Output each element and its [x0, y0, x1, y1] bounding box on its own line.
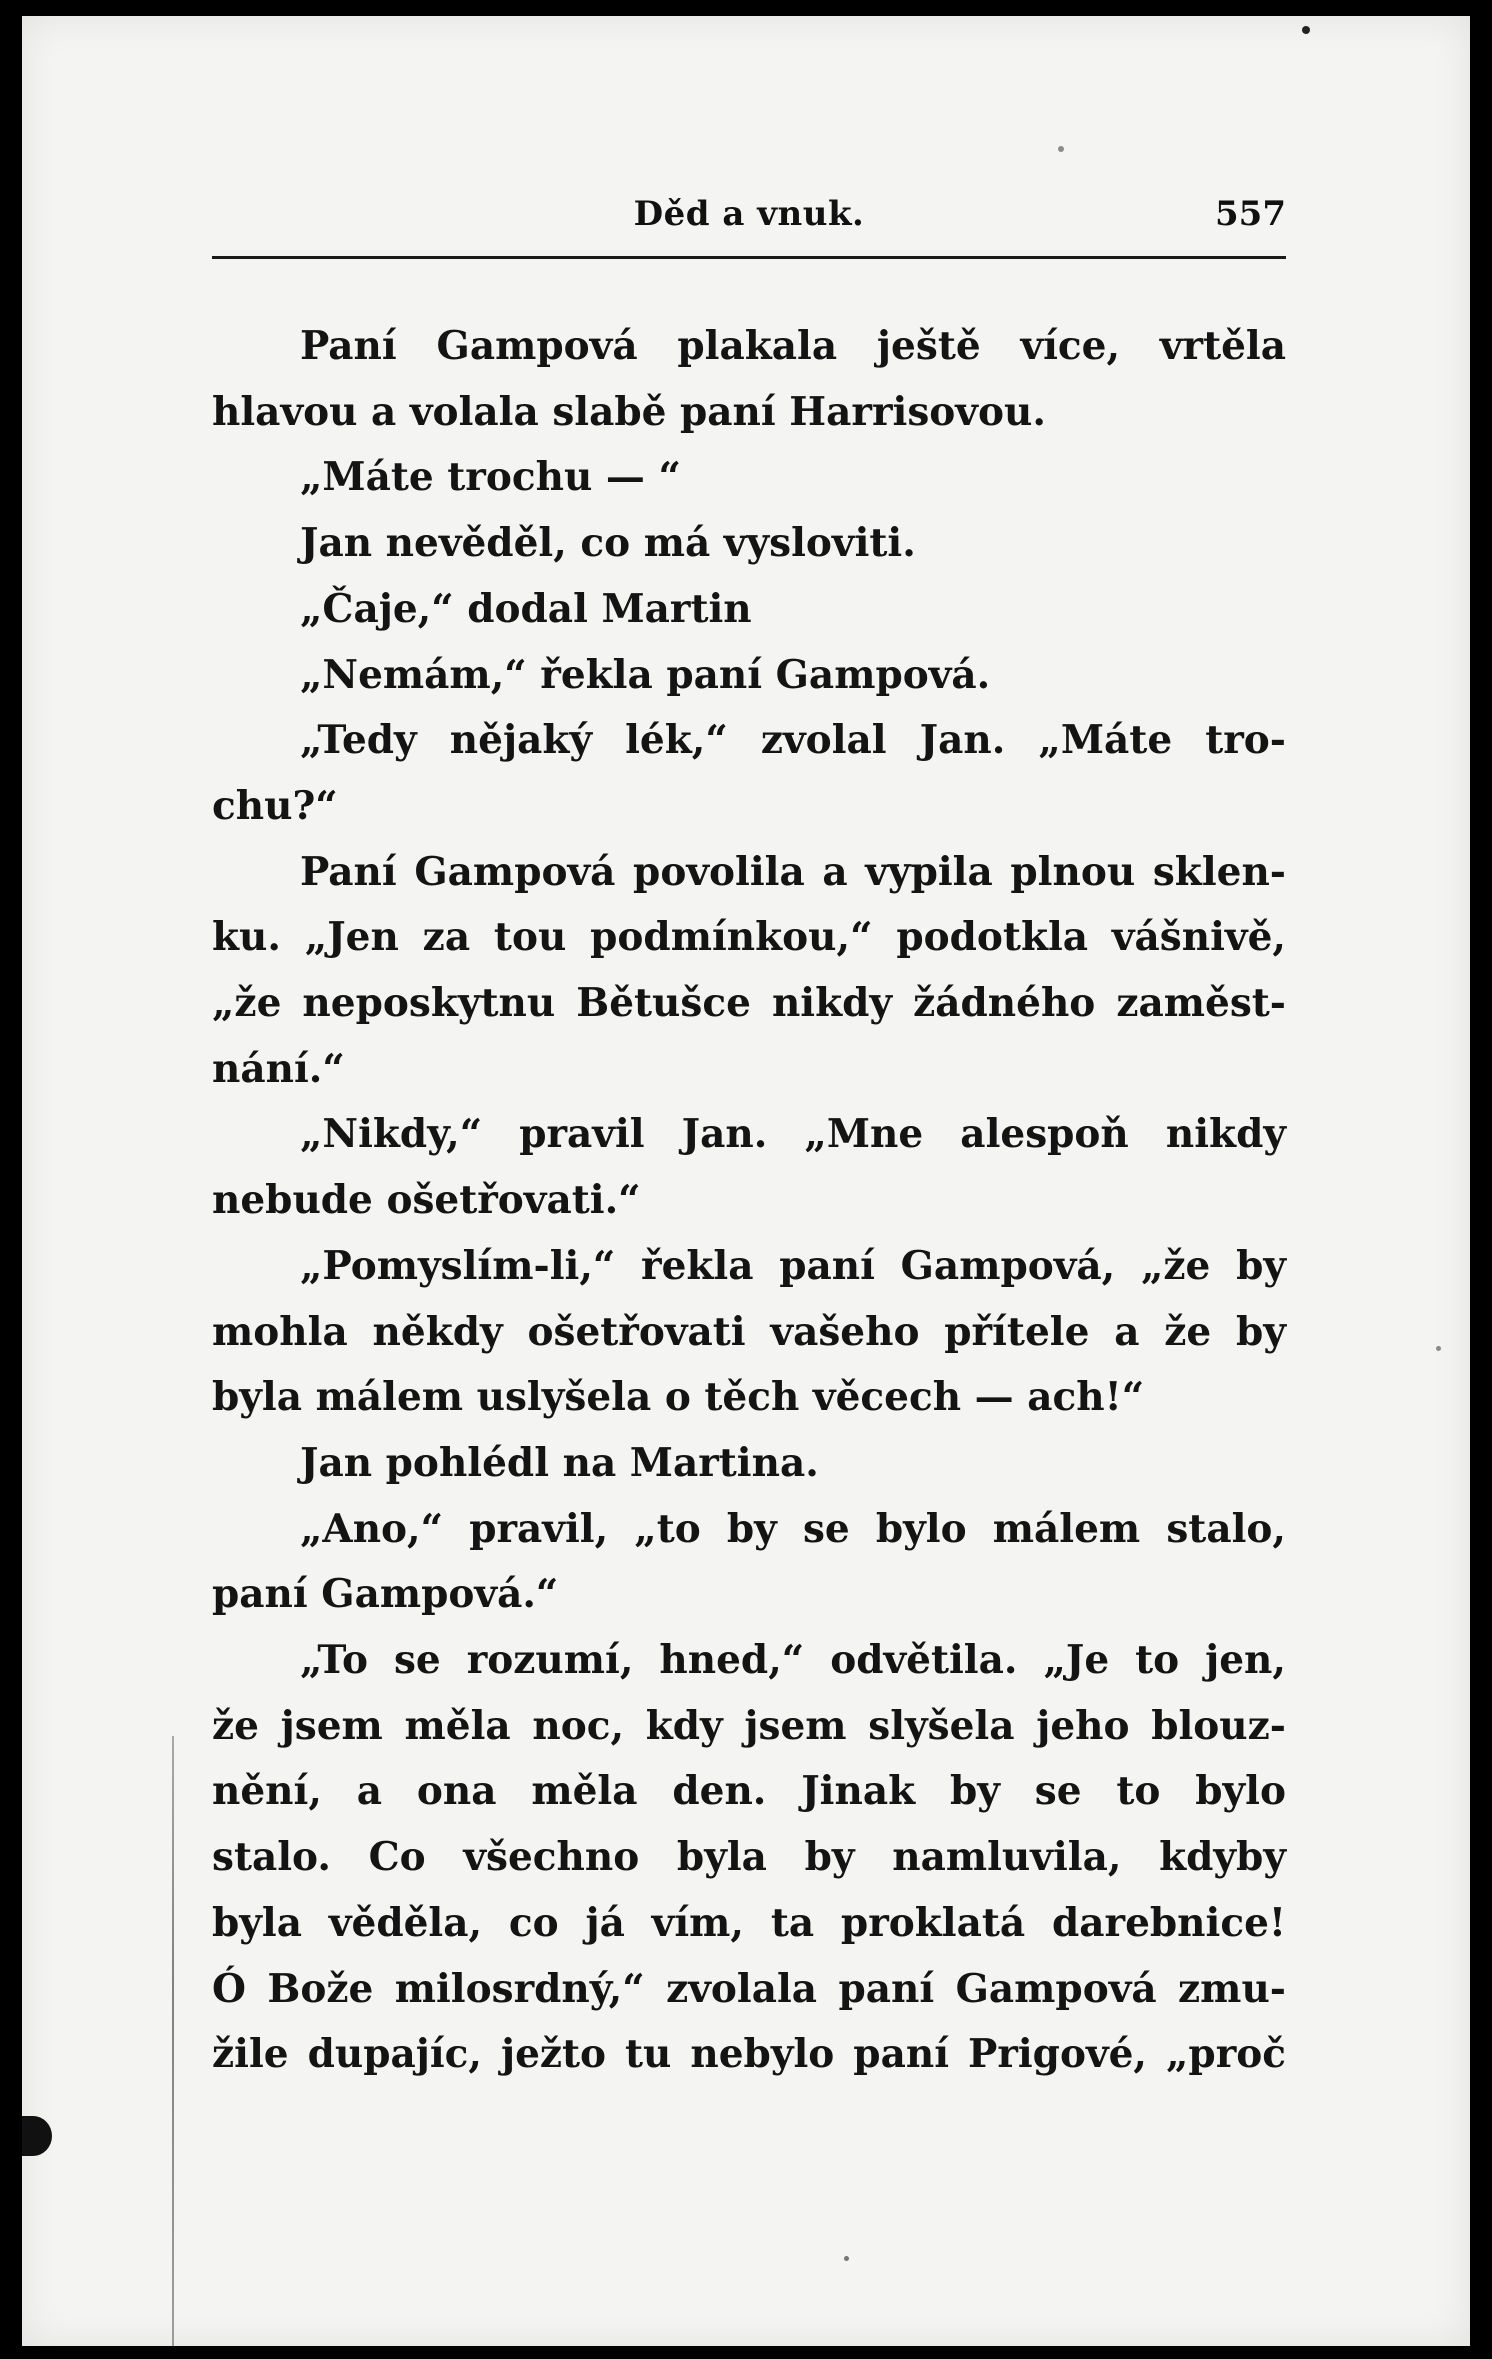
text-line: „To se rozumí, hned,“ odvětila. „Je to jen, — [300, 1637, 1286, 1684]
text-line: nání.“ — [212, 1045, 345, 1092]
text-line: „Máte trochu — “ — [300, 454, 681, 501]
text-line: Paní Gampová plakala ještě více, vrtěla — [300, 323, 1286, 369]
text-line: byla málem uslyšela o těch věcech — ach!“ — [212, 1374, 1145, 1421]
text-line: že jsem měla noc, kdy jsem slyšela jeho blouz- — [212, 1702, 1286, 1749]
running-title: Děd a vnuk. — [633, 194, 865, 234]
text-line: „Tedy nějaký lék,“ zvolal Jan. „Máte tro- — [300, 717, 1286, 764]
scan-speck — [844, 2256, 849, 2261]
text-line: nebude ošetřovati.“ — [212, 1177, 641, 1224]
scan-edge-line — [172, 1736, 174, 2346]
text-line: hlavou a volala slabě paní Harrisovou. — [212, 388, 1046, 435]
text-line: chu?“ — [212, 782, 338, 829]
scan-speck — [1302, 26, 1310, 34]
text-line: „že neposkytnu Bětušce nikdy žádného zaměst- — [212, 980, 1286, 1027]
text-line: „Ano,“ pravil, „to by se bylo málem stalo, — [300, 1505, 1286, 1552]
scan-speck — [1058, 146, 1064, 152]
page-number: 557 — [1215, 194, 1286, 234]
text-line: „Nikdy,“ pravil Jan. „Mne alespoň nikdy — [300, 1111, 1286, 1158]
text-line: „Čaje,“ dodal Martin — [300, 585, 752, 632]
text-line: paní Gampová.“ — [212, 1571, 559, 1618]
text-line: mohla někdy ošetřovati vašeho přítele a že by — [212, 1308, 1286, 1355]
text-line: Ó Bože milosrdný,“ zvolala paní Gampová zmu- — [212, 1965, 1286, 2012]
text-line: „Nemám,“ řekla paní Gampová. — [300, 651, 991, 698]
scan-speck — [1436, 1346, 1441, 1351]
running-header — [212, 194, 1286, 242]
text-line: žile dupajíc, ježto tu nebylo paní Prigové, „proč — [212, 2031, 1286, 2078]
text-line: byla věděla, co já vím, ta proklatá darebnice! — [212, 1899, 1286, 1946]
text-line: Jan nevěděl, co má vysloviti. — [300, 520, 916, 567]
text-line: Jan pohlédl na Martina. — [300, 1439, 819, 1486]
text-line: stalo. Co všechno byla by namluvila, kdyby — [212, 1834, 1286, 1881]
text-line: „Pomyslím-li,“ řekla paní Gampová, „že by — [300, 1242, 1286, 1289]
header-rule — [212, 256, 1286, 259]
text-line: nění, a ona měla den. Jinak by se to bylo — [212, 1768, 1286, 1815]
book-page — [22, 16, 1470, 2346]
text-line: Paní Gampová povolila a vypila plnou sklen- — [300, 848, 1286, 895]
binding-mark — [22, 2116, 52, 2156]
text-line: ku. „Jen za tou podmínkou,“ podotkla vášnivě, — [212, 914, 1286, 961]
body-text — [212, 314, 1286, 2088]
